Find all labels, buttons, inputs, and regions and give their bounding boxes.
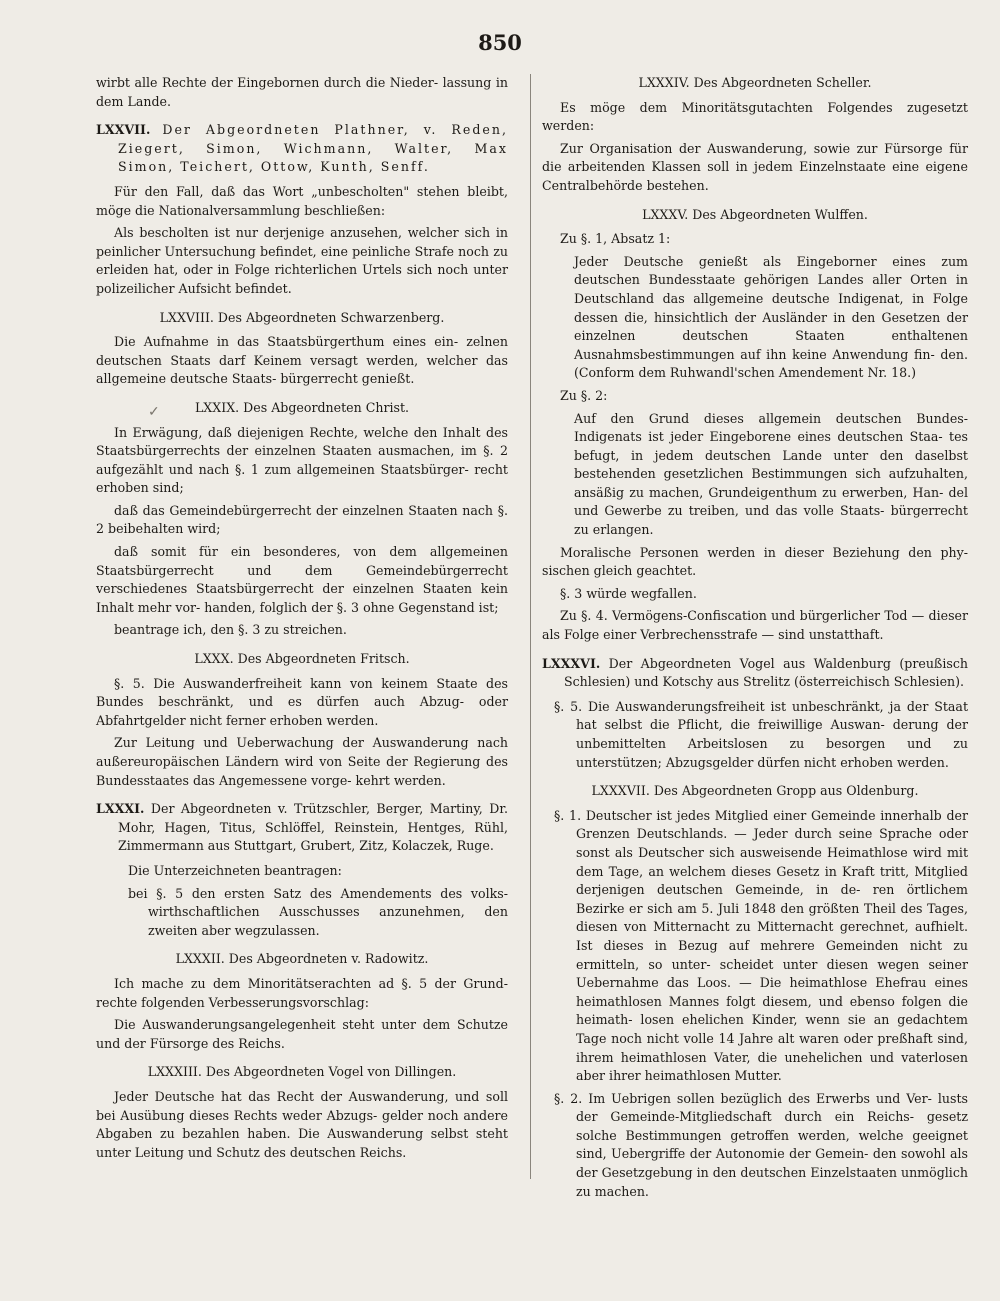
amendment-heading-86 [542, 655, 968, 692]
amendment-heading-78: LXXVIII. Des Abgeordneten Schwarzenberg. [159, 309, 445, 325]
page-number: 850 [478, 30, 522, 55]
amendment-text: beantrage ich, den §. 3 zu streichen. [114, 622, 347, 638]
amendment-heading-81 [96, 800, 508, 856]
amendment-authors: Der Abgeordneten Vogel aus Waldenburg (preußisch Schlesien) und Kotschy aus Strelitz (österreichisch Schlesien). [564, 655, 968, 690]
amendment-authors: Der Abgeordneten v. Trützschler, Berger, Martiny, Dr. Mohr, Hagen, Titus, Schlöffel, Reinstein, Hentges, Rühl, Zimmermann aus Stuttgart, Grubert, Zitz, Kolaczek, Ruge. [118, 801, 508, 854]
amendment-text: Es möge dem Minoritätsgutachten Folgendes zugesetzt werden: [542, 99, 968, 134]
amendment-authors: Der Abgeordneten Plathner, v. Reden, Ziegert, Simon, Wichmann, Walter, Max Simon, Teichert, Ottow, Kunth, Senff. [118, 122, 508, 175]
amendment-heading-82: LXXXII. Des Abgeordneten v. Radowitz. [175, 951, 429, 967]
amendment-text: Zur Organisation der Auswanderung, sowie zur Fürsorge für die arbeitenden Klassen soll in jedem Einzelnstaate eine eigene Centralbehörde bestehen. [542, 140, 968, 193]
amendment-text: Zu §. 2: [560, 387, 608, 403]
amendment-text: In Erwägung, daß diejenigen Rechte, welche den Inhalt des Staatsbürgerrechts der einzelnen Staaten ausmachen, im §. 2 aufgezählt und nach §. 1 zum allgemeinen Staatsbürger- recht erhoben sind; [96, 424, 508, 496]
continuation-paragraph: wirbt alle Rechte der Eingebornen durch die Nieder- lassung in dem Lande. [96, 75, 508, 109]
amendment-text: Die Aufnahme in das Staatsbürgerthum eines ein- zelnen deutschen Staats darf Keinem versagt werden, welcher das allgemeine deutsche Staats- bürgerrecht genießt. [96, 334, 508, 387]
amendment-text: §. 5. Die Auswanderungsfreiheit ist unbeschränkt, ja der Staat hat selbst die Pflicht, die freiwillige Auswan- derung der unbemittelten Arbeitslosen zu besorgen und zu unterstützen; Abzugsgelder dürfen nicht erhoben werden. [554, 698, 968, 770]
amendment-text: Zu §. 4. Vermögens-Confiscation und bürgerlicher Tod — dieser als Folge einer Verbrechensstrafe — sind unstatthaft. [542, 608, 968, 643]
margin-mark: ✓ [148, 404, 160, 420]
amendment-text: Auf den Grund dieses allgemein deutschen Bundes- Indigenats ist jeder Eingeborene eines deutschen Staa- tes befugt, in jedem deutschen Lande unter den daselbst bestehenden gesetzlichen Bestimmungen sich aufzuhalten, ansäßig zu machen, Grundeigenthum zu erwerben, Han- del und Gewerbe zu treiben, und das volle Staats- bürgerrecht zu erlangen. [574, 410, 968, 538]
amendment-heading-87: LXXXVII. Des Abgeordneten Gropp aus Oldenburg. [591, 783, 919, 799]
amendment-heading-85: LXXXV. Des Abgeordneten Wulffen. [642, 206, 868, 222]
amendment-text: daß das Gemeindebürgerrecht der einzelnen Staaten nach §. 2 beibehalten wird; [96, 502, 508, 537]
amendment-text: §. 5. Die Auswanderfreiheit kann von keinem Staate des Bundes beschränkt, und es dürfen auch Abzug- oder Abfahrtgelder nicht ferner erhoben werden. [96, 675, 508, 728]
amendment-heading-83: LXXXIII. Des Abgeordneten Vogel von Dillingen. [147, 1064, 457, 1080]
amendment-text: Die Auswanderungsangelegenheit steht unter dem Schutze und der Fürsorge des Reichs. [96, 1017, 508, 1051]
amendment-text: §. 3 würde wegfallen. [560, 585, 697, 601]
amendment-text: §. 2. Im Uebrigen sollen bezüglich des Erwerbs und Ver- lusts der Gemeinde-Mitgliedschaft durch ein Reichs- gesetz solche Bestimmungen getroffen werden, welche geeignet sind, Uebergriffe der Autonomie der Gemein- den sowohl als der Gesetzgebung in den deutschen Einzelstaaten unmöglich zu machen. [554, 1090, 968, 1199]
amendment-number: LXXXI. [96, 801, 145, 817]
left-column [96, 74, 508, 1166]
right-column [542, 74, 968, 1205]
amendment-text: Jeder Deutsche hat das Recht der Auswanderung, und soll bei Ausübung dieses Rechts weder Abzugs- gelder noch andere Abgaben zu bezahlen haben. Die Auswanderung selbst steht unter Leitung und Schutz des deutschen Reichs. [96, 1088, 508, 1160]
amendment-text: Die Unterzeichneten beantragen: [128, 862, 342, 878]
amendment-heading-77 [96, 121, 508, 177]
amendment-heading-84: LXXXIV. Des Abgeordneten Scheller. [638, 75, 872, 90]
amendment-number: LXXVII. [96, 122, 151, 138]
amendment-text: Zur Leitung und Ueberwachung der Auswanderung nach außereuropäischen Ländern wird von Seite der Regierung des Bundesstaates das Angemessene vorge- kehrt werden. [96, 735, 508, 788]
amendment-heading-80: LXXX. Des Abgeordneten Fritsch. [194, 651, 410, 667]
amendment-heading-79: LXXIX. Des Abgeordneten Christ. [194, 399, 410, 415]
amendment-text: Zu §. 1, Absatz 1: [560, 231, 671, 247]
amendment-number: LXXXVI. [542, 655, 601, 671]
amendment-text: Für den Fall, daß das Wort „unbescholten" stehen bleibt, möge die Nationalversammlung beschließen: [96, 183, 508, 218]
amendment-text: Jeder Deutsche genießt als Eingeborner eines zum deutschen Bundesstaate gehörigen Landes aller Orten in Deutschland das allgemeine deutsche Indigenat, in Folge dessen die, hinsichtlich der Ausländer in den Gesetzen der einzelnen deutschen Staaten enthaltenen Ausnahmsbestimmungen auf ihn keine Anwendung fin- den. (Conform dem Ruhwandl'schen Amendement Nr. 18.) [574, 253, 968, 381]
column-divider [530, 74, 531, 1179]
amendment-text: Ich mache zu dem Minoritätserachten ad §. 5 der Grund- rechte folgenden Verbesserungsvorschlag: [96, 975, 508, 1010]
amendment-text: daß somit für ein besonderes, von dem allgemeinen Staatsbürgerrecht und dem Gemeindebürgerrecht verschiedenes Staatsbürgerrecht der einzelnen Staaten kein Inhalt mehr vor- handen, folglich der §. 3 ohne Gegenstand ist; [96, 544, 508, 615]
amendment-text: Moralische Personen werden in dieser Beziehung den phy- sischen gleich geachtet. [542, 544, 968, 579]
amendment-text: bei §. 5 den ersten Satz des Amendements des volks- wirthschaftlichen Ausschusses anzunehmen, den zweiten aber wegzulassen. [128, 885, 508, 938]
amendment-text: §. 1. Deutscher ist jedes Mitglied einer Gemeinde innerhalb der Grenzen Deutschlands. — Jeder durch seine Sprache oder sonst als Deutscher sich ausweisende Heimathlose wird mit dem Tage, an welchem dieses Gesetz in Kraft tritt, Mitglied derjenigen deutschen Gemeinde, in de- ren örtlichem Bezirke er sich am 5. Juli 1848 den größten Theil des Tages, diesen von Mitternacht zu Mitternacht gerechnet, aufhielt. Ist dieses in Bezug auf mehrere Gemeinden nicht zu ermitteln, so unter- scheidet unter diesen wegen seiner Uebernahme das Loos. — Die heimathlose Ehefrau eines heimathlosen Mannes folgt diesem, und ebenso folgen die heimath- losen ehelichen Kinder, wenn sie an gedachtem Tage noch nicht volle 14 Jahre alt waren oder preßhaft sind, ihrem heimathlosen Vater, die unehelichen und vaterlosen aber ihrer heimathlosen Mutter. [554, 807, 968, 1084]
amendment-text: Als bescholten ist nur derjenige anzusehen, welcher sich in peinlicher Untersuchung befindet, eine peinliche Strafe noch zu erleiden hat, oder in Folge richterlichen Urtels sich noch unter polizeilicher Aufsicht befindet. [96, 225, 508, 296]
